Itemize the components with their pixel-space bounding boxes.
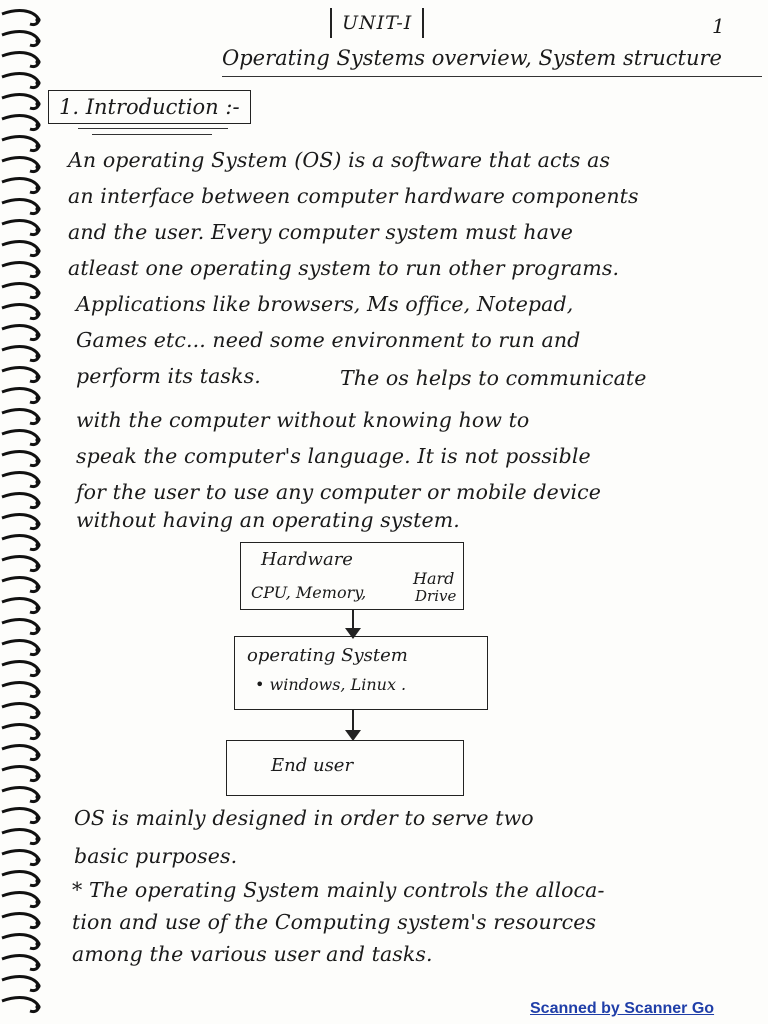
spiral-ring bbox=[2, 830, 39, 844]
spiral-hole bbox=[35, 395, 40, 400]
spiral-ring bbox=[2, 95, 39, 109]
spiral-ring bbox=[2, 452, 39, 466]
spiral-ring bbox=[2, 956, 39, 970]
spiral-ring bbox=[2, 872, 39, 886]
spiral-ring bbox=[2, 200, 39, 214]
para3-line: basic purposes. bbox=[74, 844, 238, 868]
spiral-hole bbox=[35, 437, 40, 442]
operating-system-box bbox=[234, 636, 488, 710]
os-examples: • windows, Linux . bbox=[255, 675, 407, 694]
spiral-ring bbox=[2, 977, 39, 991]
para2-line: with the computer without knowing how to bbox=[76, 408, 530, 432]
para2-line: The os helps to communicate bbox=[340, 366, 647, 390]
spiral-hole bbox=[35, 605, 40, 610]
spiral-ring bbox=[2, 620, 39, 634]
spiral-ring bbox=[2, 242, 39, 256]
spiral-hole bbox=[35, 164, 40, 169]
spiral-hole bbox=[35, 878, 40, 883]
spiral-ring bbox=[2, 788, 39, 802]
spiral-hole bbox=[35, 332, 40, 337]
para1-line: and the user. Every computer system must have bbox=[68, 220, 573, 244]
spiral-ring bbox=[2, 893, 39, 907]
spiral-hole bbox=[35, 101, 40, 106]
spiral-ring bbox=[2, 746, 39, 760]
spiral-ring bbox=[2, 599, 39, 613]
para3-line: OS is mainly designed in order to serve two bbox=[74, 806, 534, 830]
spiral-hole bbox=[35, 374, 40, 379]
spiral-hole bbox=[35, 1004, 40, 1009]
spiral-ring bbox=[2, 11, 39, 25]
spiral-hole bbox=[35, 752, 40, 757]
spiral-ring bbox=[2, 326, 39, 340]
spiral-ring bbox=[2, 704, 39, 718]
spiral-ring bbox=[2, 809, 39, 823]
chapter-title: Operating Systems overview, System structure bbox=[222, 46, 722, 70]
spiral-hole bbox=[35, 815, 40, 820]
para4-line: * The operating System mainly controls the alloca- bbox=[72, 878, 605, 902]
spiral-ring bbox=[2, 389, 39, 403]
spiral-hole bbox=[35, 17, 40, 22]
spiral-ring bbox=[2, 221, 39, 235]
para1-line: Games etc... need some environment to run and bbox=[76, 328, 581, 352]
spiral-ring bbox=[2, 935, 39, 949]
spiral-ring bbox=[2, 32, 39, 46]
spiral-ring bbox=[2, 851, 39, 865]
spiral-hole bbox=[35, 521, 40, 526]
chapter-underline bbox=[222, 76, 762, 77]
spiral-ring bbox=[2, 158, 39, 172]
para1-line: perform its tasks. bbox=[76, 364, 261, 388]
spiral-ring bbox=[2, 284, 39, 298]
spiral-ring bbox=[2, 410, 39, 424]
spiral-hole bbox=[35, 563, 40, 568]
spiral-hole bbox=[35, 248, 40, 253]
heading-underline bbox=[78, 128, 228, 129]
spiral-hole bbox=[35, 143, 40, 148]
para1-line: an interface between computer hardware components bbox=[68, 184, 639, 208]
spiral-hole bbox=[35, 857, 40, 862]
arrow-down-icon bbox=[352, 609, 354, 629]
para1-line: An operating System (OS) is a software that acts as bbox=[68, 148, 611, 172]
unit-label: UNIT-I bbox=[330, 8, 424, 38]
hardware-drive: Drive bbox=[415, 587, 457, 605]
spiral-ring bbox=[2, 263, 39, 277]
end-user-box bbox=[226, 740, 464, 796]
spiral-ring bbox=[2, 368, 39, 382]
spiral-ring bbox=[2, 998, 39, 1012]
page-number: 1 bbox=[712, 14, 725, 38]
spiral-hole bbox=[35, 38, 40, 43]
para2-line: without having an operating system. bbox=[76, 508, 460, 532]
spiral-ring bbox=[2, 74, 39, 88]
os-title: operating System bbox=[247, 645, 408, 666]
end-user-label: End user bbox=[271, 755, 354, 776]
spiral-ring bbox=[2, 305, 39, 319]
spiral-ring bbox=[2, 536, 39, 550]
para4-line: among the various user and tasks. bbox=[72, 942, 433, 966]
spiral-ring bbox=[2, 578, 39, 592]
section-heading: 1. Introduction :- bbox=[48, 90, 251, 124]
spiral-hole bbox=[35, 416, 40, 421]
spiral-ring bbox=[2, 473, 39, 487]
spiral-hole bbox=[35, 689, 40, 694]
spiral-hole bbox=[35, 647, 40, 652]
spiral-hole bbox=[35, 710, 40, 715]
para2-line: speak the computer's language. It is not possible bbox=[76, 444, 591, 468]
spiral-ring bbox=[2, 767, 39, 781]
spiral-hole bbox=[35, 794, 40, 799]
spiral-ring bbox=[2, 515, 39, 529]
spiral-ring bbox=[2, 725, 39, 739]
para4-line: tion and use of the Computing system's resources bbox=[72, 910, 597, 934]
spiral-ring bbox=[2, 494, 39, 508]
spiral-binding bbox=[0, 0, 44, 1024]
spiral-ring bbox=[2, 116, 39, 130]
spiral-hole bbox=[35, 899, 40, 904]
para1-line: Applications like browsers, Ms office, Notepad, bbox=[76, 292, 574, 316]
spiral-ring bbox=[2, 53, 39, 67]
spiral-hole bbox=[35, 458, 40, 463]
spiral-hole bbox=[35, 983, 40, 988]
hardware-components: CPU, Memory, bbox=[251, 583, 367, 602]
spiral-hole bbox=[35, 626, 40, 631]
spiral-hole bbox=[35, 542, 40, 547]
para2-line: for the user to use any computer or mobile device bbox=[76, 480, 601, 504]
spiral-ring bbox=[2, 557, 39, 571]
spiral-hole bbox=[35, 227, 40, 232]
spiral-hole bbox=[35, 353, 40, 358]
spiral-hole bbox=[35, 59, 40, 64]
hardware-hard: Hard bbox=[413, 569, 455, 588]
spiral-hole bbox=[35, 479, 40, 484]
spiral-ring bbox=[2, 431, 39, 445]
heading-underline-2 bbox=[92, 134, 212, 135]
hardware-title: Hardware bbox=[261, 549, 353, 570]
hardware-box bbox=[240, 542, 464, 610]
spiral-hole bbox=[35, 269, 40, 274]
spiral-hole bbox=[35, 80, 40, 85]
spiral-ring bbox=[2, 662, 39, 676]
spiral-hole bbox=[35, 185, 40, 190]
spiral-hole bbox=[35, 206, 40, 211]
spiral-hole bbox=[35, 500, 40, 505]
spiral-ring bbox=[2, 641, 39, 655]
spiral-ring bbox=[2, 347, 39, 361]
spiral-hole bbox=[35, 584, 40, 589]
para1-line: atleast one operating system to run other programs. bbox=[68, 256, 620, 280]
spiral-ring bbox=[2, 179, 39, 193]
spiral-hole bbox=[35, 731, 40, 736]
spiral-ring bbox=[2, 914, 39, 928]
spiral-hole bbox=[35, 836, 40, 841]
spiral-hole bbox=[35, 311, 40, 316]
spiral-hole bbox=[35, 122, 40, 127]
arrow-down-icon bbox=[352, 709, 354, 731]
spiral-ring bbox=[2, 137, 39, 151]
spiral-hole bbox=[35, 668, 40, 673]
spiral-ring bbox=[2, 683, 39, 697]
spiral-hole bbox=[35, 773, 40, 778]
spiral-hole bbox=[35, 290, 40, 295]
spiral-hole bbox=[35, 920, 40, 925]
scanner-watermark-link[interactable]: Scanned by Scanner Go bbox=[530, 1000, 715, 1017]
spiral-hole bbox=[35, 941, 40, 946]
spiral-hole bbox=[35, 962, 40, 967]
